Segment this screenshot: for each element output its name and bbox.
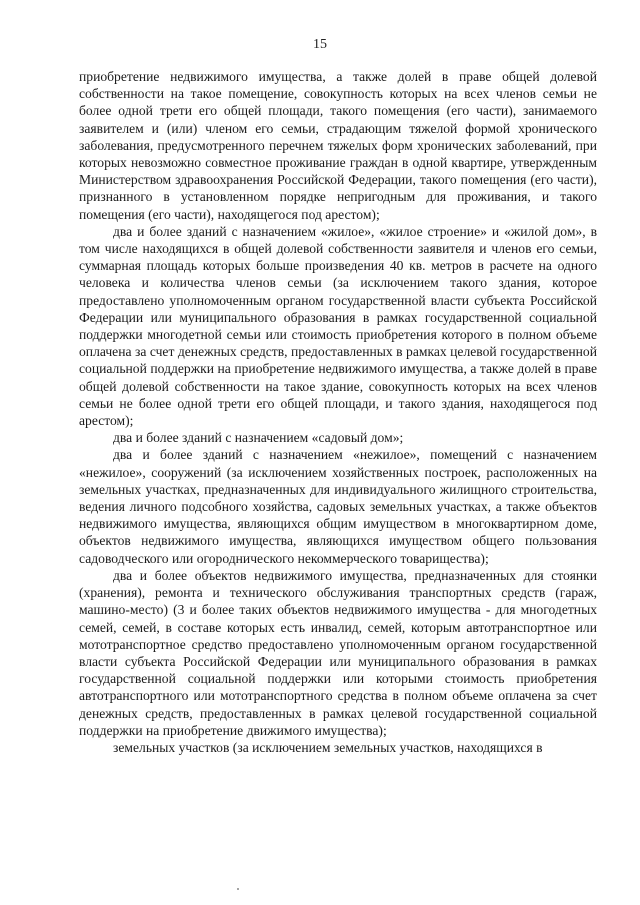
paragraph-5: два и более объектов недвижимого имущества, предназначенных для стоянки (хранения), ремонта и технического обслуживания транспортных средств (гараж, машино-место) (3 и более таких объектов недвижимого имущества - для многодетных семей, семей, в составе которых есть инвалид, семей, которым автотранспортное или мототранспортное средство предоставлено уполномоченным органом государственной власти субъекта Российской Федерации или муниципального образования в рамках государственной социальной поддержки или которыми стоимость приобретения автотранспортного или мототранспортного средства в полном объеме оплачена за счет денежных средств, предоставленных в рамках целевой государственной социальной поддержки на приобретение движимого имущества); xyxy=(79,567,597,738)
document-body xyxy=(79,68,597,756)
scan-dot-mark xyxy=(237,888,239,890)
paragraph-1: приобретение недвижимого имущества, а также долей в праве общей долевой собственности на такое помещение, совокупность которых на всех членов семьи не более одной трети его общей площади, такого помещения (его части), занимаемого заявителем и (или) членом его семьи, страдающим тяжелой формой хронического заболевания, предусмотренного перечнем тяжелых форм хронических заболеваний, при которых невозможно совместное проживание граждан в одной квартире, утвержденным Министерством здравоохранения Российской Федерации, такого помещения (его части), признанного в установленном порядке непригодным для проживания, и такого помещения (его части), находящегося под арестом); xyxy=(79,69,597,222)
paragraph-2: два и более зданий с назначением «жилое», «жилое строение» и «жилой дом», в том числе находящихся в общей долевой собственности заявителя и членов его семьи, суммарная площадь которых больше произведения 40 кв. метров в расчете на одного человека и количества членов семьи (за исключением такого здания, которое предоставлено уполномоченным органом государственной власти субъекта Российской Федерации или муниципального образования в рамках государственной социальной поддержки многодетной семьи или стоимость приобретения которого в полном объеме оплачена за счет денежных средств, предоставленных в рамках целевой государственной социальной поддержки на приобретение недвижимого имущества, а также долей в праве общей долевой собственности на такое здание, совокупность которых на всех членов семьи не более одной трети его общей площади, и такого здания, находящегося под арестом); xyxy=(79,223,597,429)
paragraph-4: два и более зданий с назначением «нежилое», помещений с назначением «нежилое», сооружений (за исключением хозяйственных построек, расположенных на земельных участках, предназначенных для индивидуального жилищного строительства, ведения личного подсобного хозяйства, садовых земельных участках, а также объектов недвижимого имущества, являющихся общим имуществом в многоквартирном доме, объектов недвижимого имущества, являющихся имуществом общего пользования садоводческого или огороднического некоммерческого товарищества); xyxy=(79,447,597,566)
paragraph-3: два и более зданий с назначением «садовый дом»; xyxy=(113,430,404,446)
page-number: 15 xyxy=(313,37,327,52)
paragraph-6: земельных участков (за исключением земельных участков, находящихся в xyxy=(113,739,543,755)
